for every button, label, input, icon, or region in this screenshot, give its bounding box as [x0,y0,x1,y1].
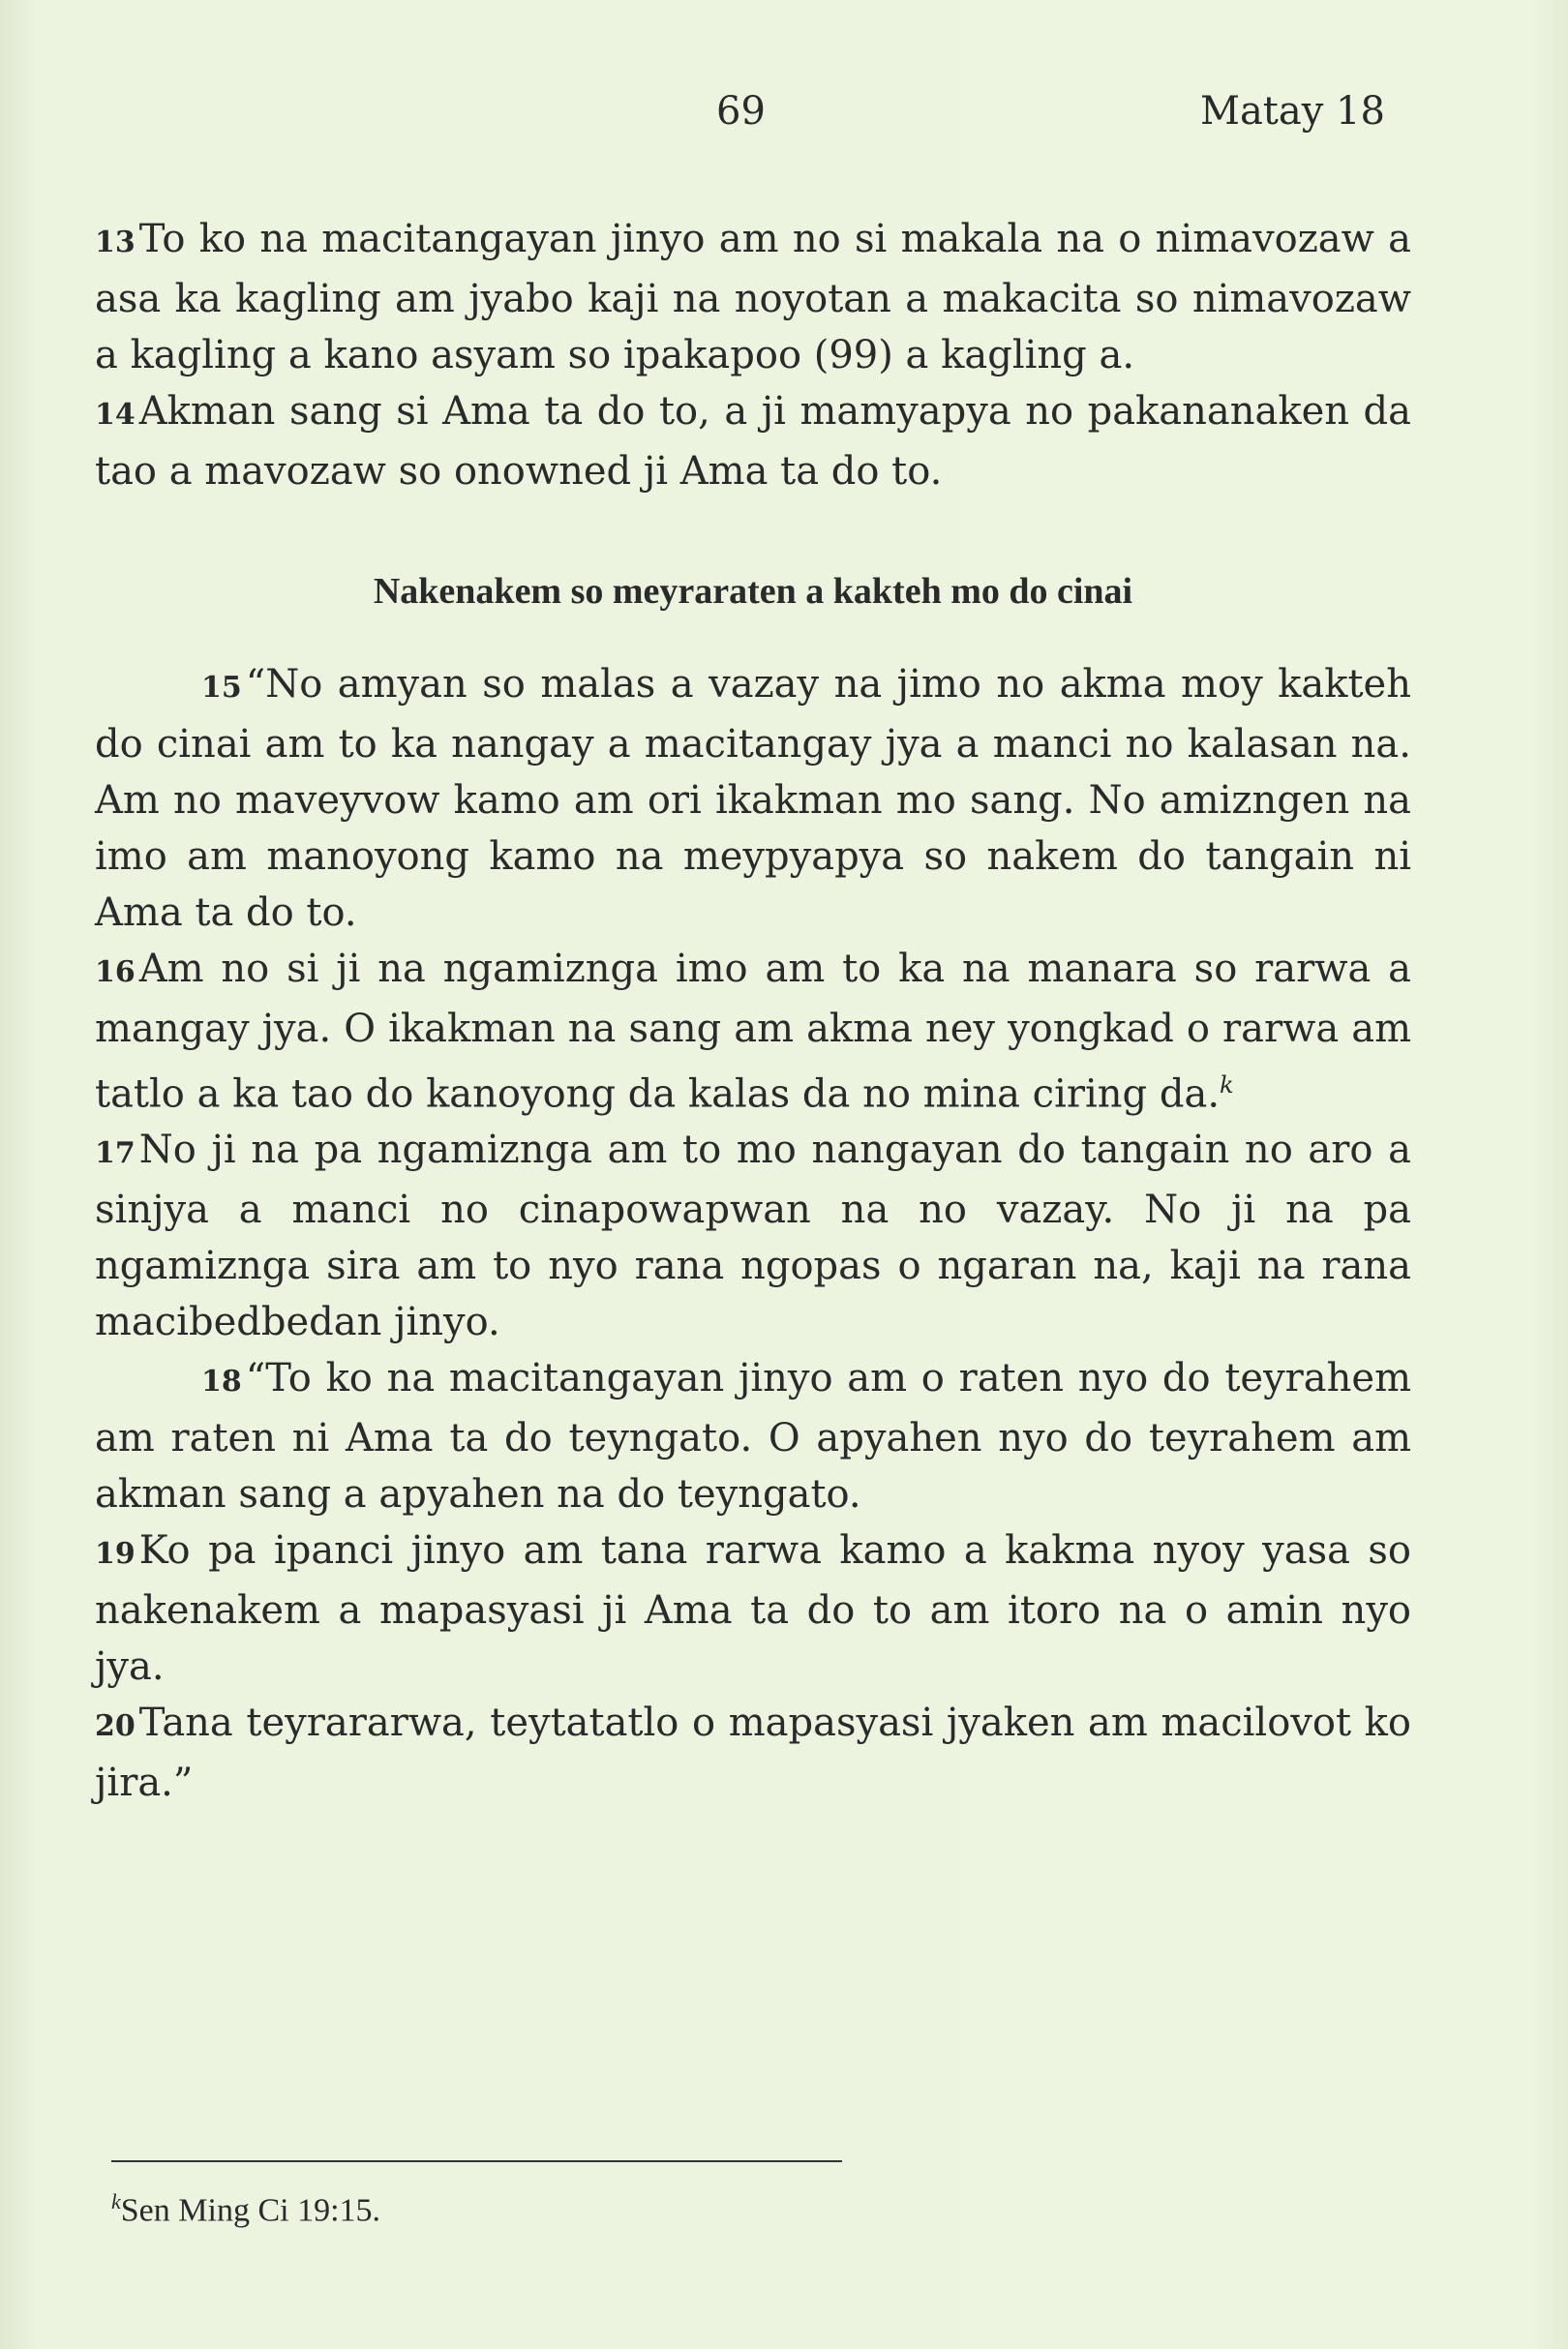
verse-text: Akman sang si Ama ta do to, a ji mamyapya no pakananaken da tao a mavozaw so onowned ji Ama ta do to. [95,389,1411,494]
verse-number: 18 [201,1365,242,1400]
verse-19 [95,1522,1411,1695]
page-number: 69 [716,89,766,134]
footnote-divider [111,2160,842,2162]
verse-15 [95,656,1411,941]
verse-number: 13 [95,226,136,259]
verse-number: 15 [201,671,242,705]
verse-text: Am no si ji na ngamiznga imo am to ka na manara so rarwa a mangay jya. O ikakman na sang am akma ney yongkad o rarwa am tatlo a ka tao do kanoyong da kalas da no mina ciring da. [95,947,1411,1117]
verse-13 [95,211,1411,383]
verse-number: 17 [95,1136,136,1171]
verse-text: To ko na macitangayan jinyo am no si makala na o nimavozaw a asa ka kagling am jyabo kaji na noyotan a makacita so nimavozaw a kagling a kano asyam so ipakapoo (99) a kagling a. [95,217,1411,377]
verse-number: 16 [95,955,136,989]
verse-number: 20 [95,1709,136,1744]
verse-20 [95,1695,1411,1811]
chapter-reference: Matay 18 [1200,89,1385,134]
verse-text: Tana teyrararwa, teytatatlo o mapasyasi jyaken am macilovot ko jira.” [95,1701,1411,1806]
verse-16 [95,941,1411,1122]
verse-number: 19 [95,1537,136,1572]
verse-text: “No amyan so malas a vazay na jimo no akma moy kakteh do cinai am to ka nangay a macitangay jya a manci no kalasan na. Am no maveyvow kamo am ori ikakman mo sang. No amizngen na imo am manoyong kamo na meypyapya so nakem do tangain ni Ama ta do to. [95,662,1411,935]
footnote-text: Sen Ming Ci 19:15. [120,2192,381,2229]
footnote-mark: k [111,2189,121,2213]
footnote-marker[interactable]: k [1220,1071,1234,1099]
footnote [111,2189,380,2229]
verse-number: 14 [95,398,136,432]
verse-text: “To ko na macitangayan jinyo am o raten nyo do teyrahem am raten ni Ama ta do teyngato. O apyahen nyo do teyrahem am akman sang a apyahen na do teyngato. [95,1356,1411,1518]
verse-14 [95,383,1411,499]
verse-17 [95,1122,1411,1350]
section-heading: Nakenakem so meyraraten a kakteh mo do cinai [373,571,1133,612]
verse-text: No ji na pa ngamiznga am to mo nangayan do tangain no aro a sinjya a manci no cinapowapwan na no vazay. No ji na pa ngamiznga sira am to nyo rana ngopas o ngaran na, kaji na rana macibedbedan jinyo. [95,1128,1411,1345]
verse-18 [95,1350,1411,1522]
verse-text: Ko pa ipanci jinyo am tana rarwa kamo a kakma nyoy yasa so nakenakem a mapasyasi ji Ama ta do to am itoro na o amin nyo jya. [95,1528,1411,1690]
body-text [95,211,1411,1811]
running-head [0,89,1568,147]
